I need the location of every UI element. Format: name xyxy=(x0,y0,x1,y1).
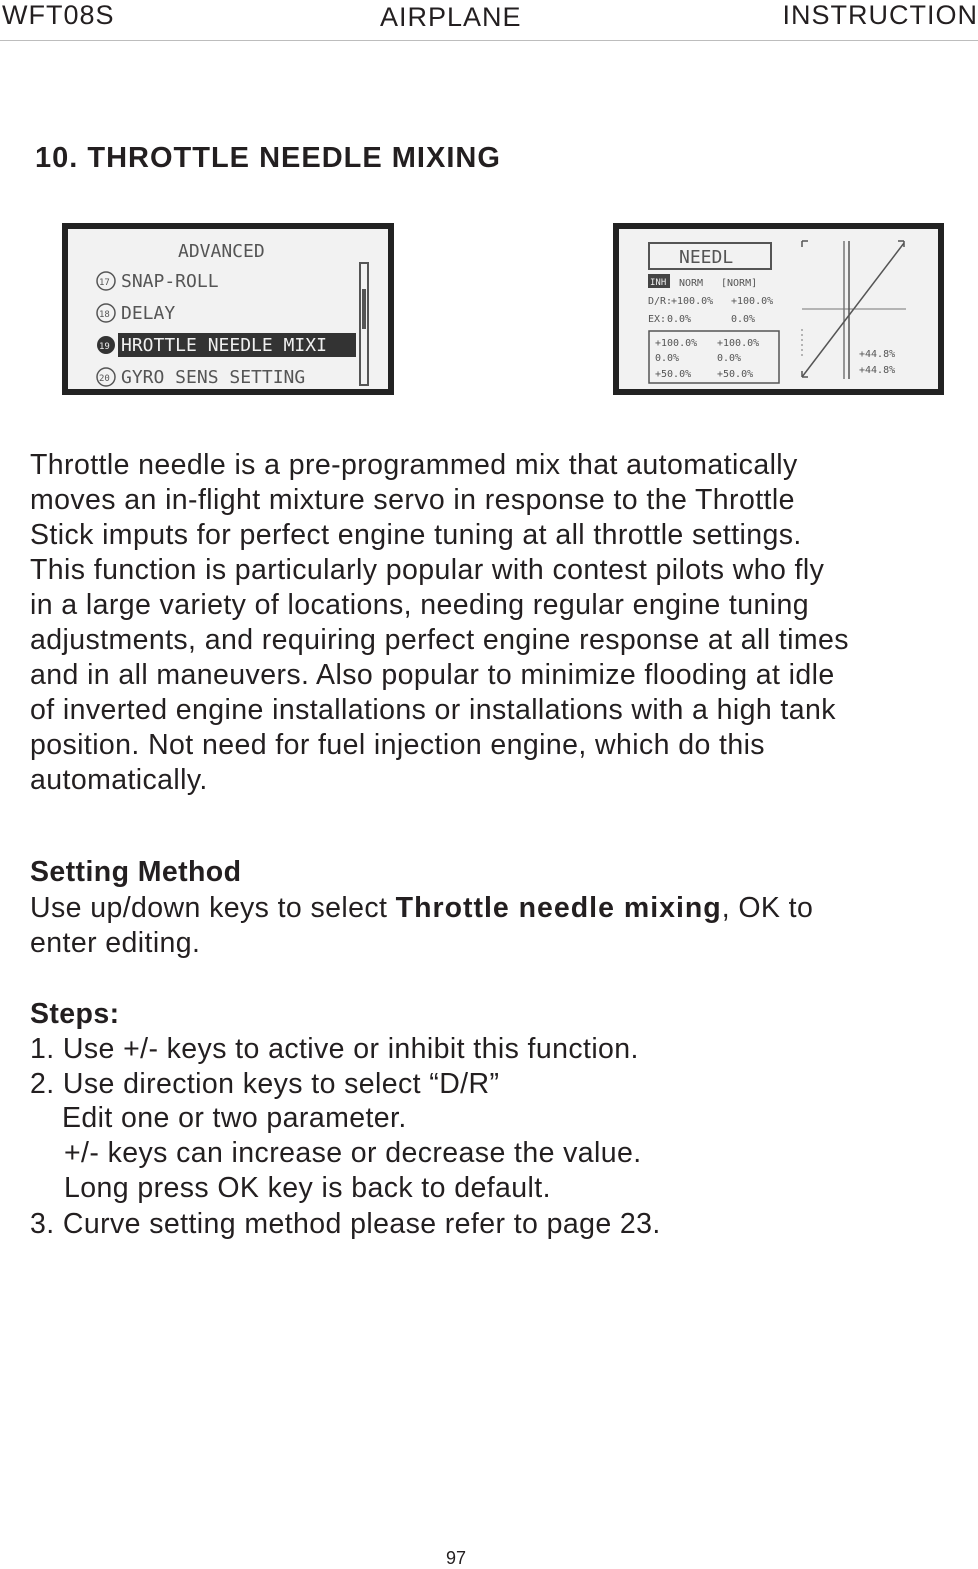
setting-method-text: , OK to xyxy=(722,892,814,924)
step-2-detail-a: Edit one or two parameter. xyxy=(62,1102,407,1135)
paragraph-line: and in all maneuvers. Also popular to minimize flooding at idle xyxy=(30,658,975,693)
page-number: 97 xyxy=(446,1548,466,1569)
menu-item-snap-roll: SNAP-ROLL xyxy=(121,271,219,292)
setting-method-function-name: Throttle needle mixing xyxy=(396,892,722,924)
curve-row-2-left: 0.0% xyxy=(655,353,679,364)
step-2-detail-c: Long press OK key is back to default. xyxy=(64,1172,551,1205)
mode-tag: INH xyxy=(650,278,666,288)
curve-row-3-right: +50.0% xyxy=(717,369,753,380)
header-section: AIRPLANE xyxy=(380,2,522,33)
curve-row-1-right: +100.0% xyxy=(717,338,759,349)
ex-value-1: 0.0% xyxy=(667,314,691,325)
paragraph-line: of inverted engine installations or installations with a high tank xyxy=(30,693,975,728)
menu-item-number: 18 xyxy=(99,310,110,320)
curve-row-3-left: +50.0% xyxy=(655,369,691,380)
needl-display xyxy=(619,229,938,389)
scrollbar-thumb xyxy=(362,289,366,329)
menu-item-number: 17 xyxy=(99,278,110,288)
readout-2: +44.8% xyxy=(859,365,895,376)
dr-value-1: +100.0% xyxy=(671,296,713,307)
menu-item-gyro-sens: GYRO SENS SETTING xyxy=(121,367,305,388)
lcd-screen-advanced-menu xyxy=(62,223,394,395)
paragraph-line: This function is particularly popular with contest pilots who fly xyxy=(30,553,975,588)
ex-label: EX: xyxy=(648,314,666,325)
header-doc-type: INSTRUCTION xyxy=(783,0,978,31)
page-title: 10. THROTTLE NEEDLE MIXING xyxy=(35,142,501,175)
dr-value-2: +100.0% xyxy=(731,296,773,307)
step-3: 3. Curve setting method please refer to page 23. xyxy=(30,1208,661,1241)
paragraph-line: Stick imputs for perfect engine tuning at all throttle settings. xyxy=(30,518,975,553)
norm-label-1: NORM xyxy=(679,278,703,289)
setting-method-heading: Setting Method xyxy=(30,856,241,889)
setting-method-line-2: enter editing. xyxy=(30,927,200,960)
advanced-menu-display xyxy=(68,229,388,389)
paragraph-line: in a large variety of locations, needing regular engine tuning xyxy=(30,588,975,623)
paragraph-line: moves an in-flight mixture servo in response to the Throttle xyxy=(30,483,975,518)
norm-label-2: [NORM] xyxy=(721,278,757,289)
readout-1: +44.8% xyxy=(859,349,895,360)
dr-label: D/R: xyxy=(648,296,672,307)
needl-heading: NEEDL xyxy=(679,247,733,268)
header-model: WFT08S xyxy=(2,0,115,31)
steps-heading: Steps: xyxy=(30,998,120,1031)
menu-heading: ADVANCED xyxy=(178,241,265,262)
paragraph-line: adjustments, and requiring perfect engine response at all times xyxy=(30,623,975,658)
menu-item-throttle-needle: HROTTLE NEEDLE MIXI xyxy=(121,335,327,356)
ex-value-2: 0.0% xyxy=(731,314,755,325)
curve-row-1-left: +100.0% xyxy=(655,338,697,349)
paragraph-line: position. Not need for fuel injection engine, which do this xyxy=(30,728,975,763)
setting-method-line-1 xyxy=(30,892,813,925)
menu-item-number: 19 xyxy=(99,342,110,352)
description-paragraph xyxy=(30,448,975,798)
paragraph-line: Throttle needle is a pre-programmed mix that automatically xyxy=(30,448,975,483)
setting-method-text: Use up/down keys to select xyxy=(30,892,396,924)
step-1: 1. Use +/- keys to active or inhibit this function. xyxy=(30,1033,639,1066)
menu-item-number: 20 xyxy=(99,374,110,384)
lcd-screen-needl xyxy=(613,223,944,395)
curve-row-2-right: 0.0% xyxy=(717,353,741,364)
menu-item-delay: DELAY xyxy=(121,303,175,324)
header-divider xyxy=(0,40,978,41)
step-2: 2. Use direction keys to select “D/R” xyxy=(30,1068,499,1101)
step-2-detail-b: +/- keys can increase or decrease the value. xyxy=(64,1137,642,1170)
paragraph-line: automatically. xyxy=(30,763,975,798)
